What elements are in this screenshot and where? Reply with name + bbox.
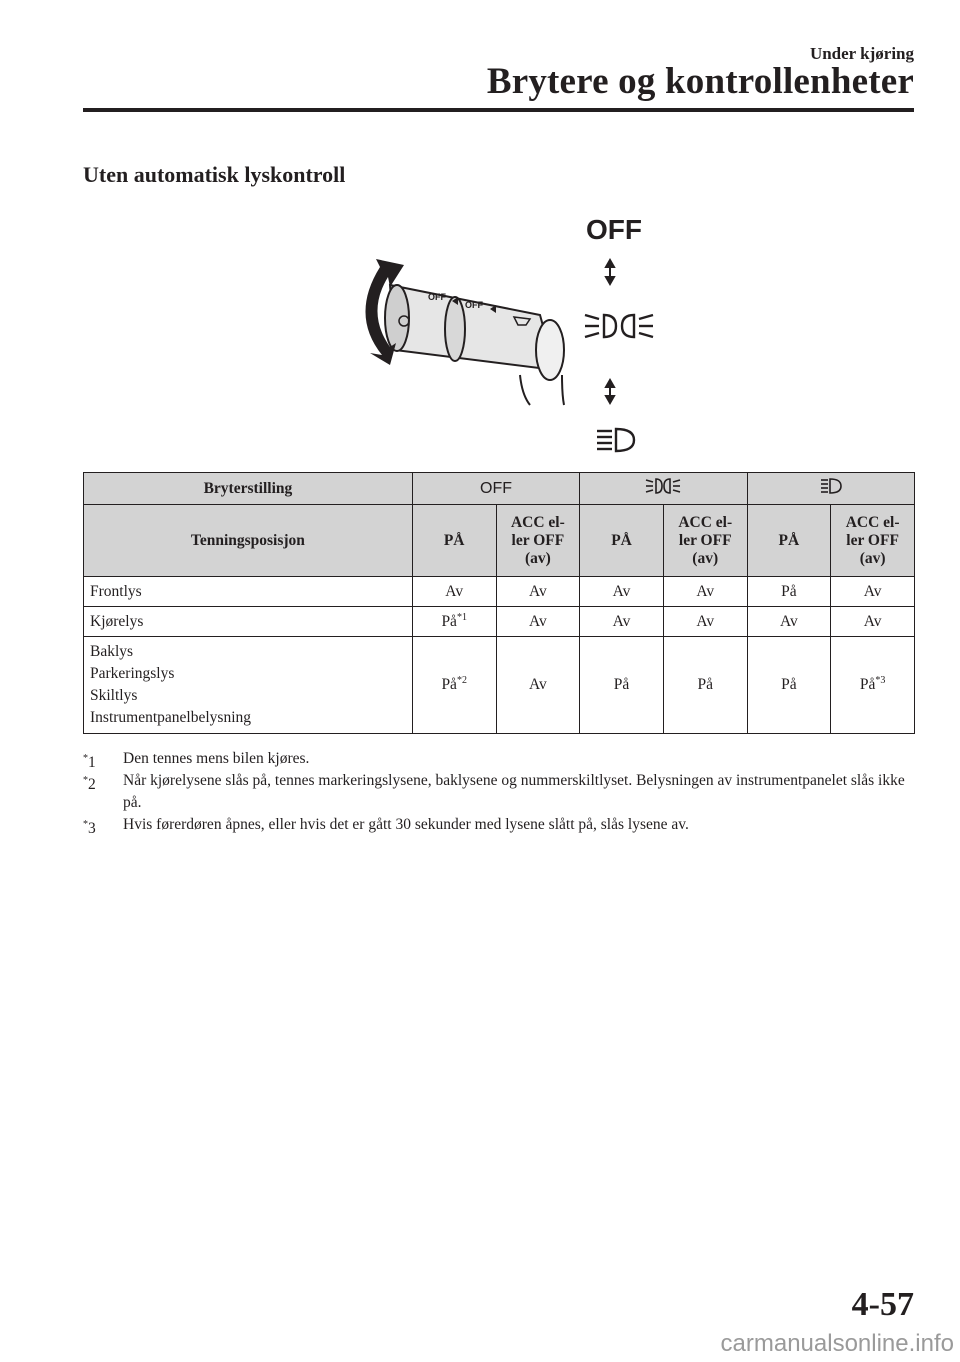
watermark: carmanualsonline.info <box>720 1330 954 1357</box>
updown-arrow-icon <box>606 260 614 284</box>
ign-c6: ACC el- ler OFF (av) <box>831 505 915 577</box>
svg-text:OFF: OFF <box>465 300 483 310</box>
table-ignition-row <box>84 505 915 577</box>
table-header-row <box>84 473 915 505</box>
header-ignition: Tenningsposisjon <box>84 505 413 577</box>
cell: På <box>747 577 831 607</box>
cell: $På^{*3}$ <box>831 637 915 734</box>
table-row <box>84 607 915 637</box>
headlight-icon <box>820 477 842 495</box>
table-row <box>84 637 915 734</box>
ign-c3: PÅ <box>580 505 664 577</box>
cell: Av <box>496 607 580 637</box>
page-number: 4-57 <box>851 1286 914 1323</box>
cell: På <box>747 637 831 734</box>
cell: Av <box>663 577 747 607</box>
headlight-icon <box>597 429 634 451</box>
parking-light-icon <box>645 477 681 495</box>
cell: Av <box>831 607 915 637</box>
light-switch-table <box>83 472 915 734</box>
header-rule <box>83 108 914 112</box>
footnotes <box>83 748 923 836</box>
table-row <box>84 577 915 607</box>
cell: Av <box>412 577 496 607</box>
headlight-switch-lever-icon <box>365 259 564 405</box>
footnote: *3 Hvis førerdøren åpnes, eller hvis det er gått 30 sekunder med lysene slått på, slås lysene av. <box>83 816 689 838</box>
cell: Av <box>580 577 664 607</box>
svg-text:OFF: OFF <box>428 292 446 302</box>
row-label: Frontlys <box>84 577 413 607</box>
cell: $På^{*1}$ <box>412 607 496 637</box>
header-chapter: Brytere og kontrollenheter <box>486 61 914 102</box>
footnote: *1 Den tennes mens bilen kjøres. <box>83 750 310 772</box>
header-switch-position: Bryterstilling <box>84 473 413 505</box>
figure-headlight-switch <box>340 205 660 467</box>
row-label: Kjørelys <box>84 607 413 637</box>
cell: Av <box>831 577 915 607</box>
ign-c1: PÅ <box>412 505 496 577</box>
ign-c4: ACC el- ler OFF (av) <box>663 505 747 577</box>
cell: På <box>663 637 747 734</box>
updown-arrow-icon-2 <box>606 380 614 403</box>
header-headlight-icon <box>747 473 914 505</box>
figure-off-label: OFF <box>586 214 642 245</box>
header-section: Under kjøring <box>809 44 914 63</box>
cell: På <box>580 637 664 734</box>
cell: $På^{*2}$ <box>412 637 496 734</box>
header-off: OFF <box>412 473 579 505</box>
cell: Av <box>496 637 580 734</box>
section-heading: Uten automatisk lyskontroll <box>83 162 346 187</box>
cell: Av <box>496 577 580 607</box>
header-parking-light-icon <box>580 473 747 505</box>
ign-c2: ACC el- ler OFF (av) <box>496 505 580 577</box>
footnote: *2 Når kjørelysene slås på, tennes markeringslysene, baklysene og nummerskiltlyset. Belysningen av instrumentpanelet slås ikke på. <box>83 772 905 811</box>
parking-light-icon <box>585 315 653 337</box>
cell: Av <box>663 607 747 637</box>
row-label: Baklys Parkeringslys Skiltlys Instrumentpanelbelysning <box>84 637 413 734</box>
ign-c5: PÅ <box>747 505 831 577</box>
cell: Av <box>747 607 831 637</box>
cell: Av <box>580 607 664 637</box>
